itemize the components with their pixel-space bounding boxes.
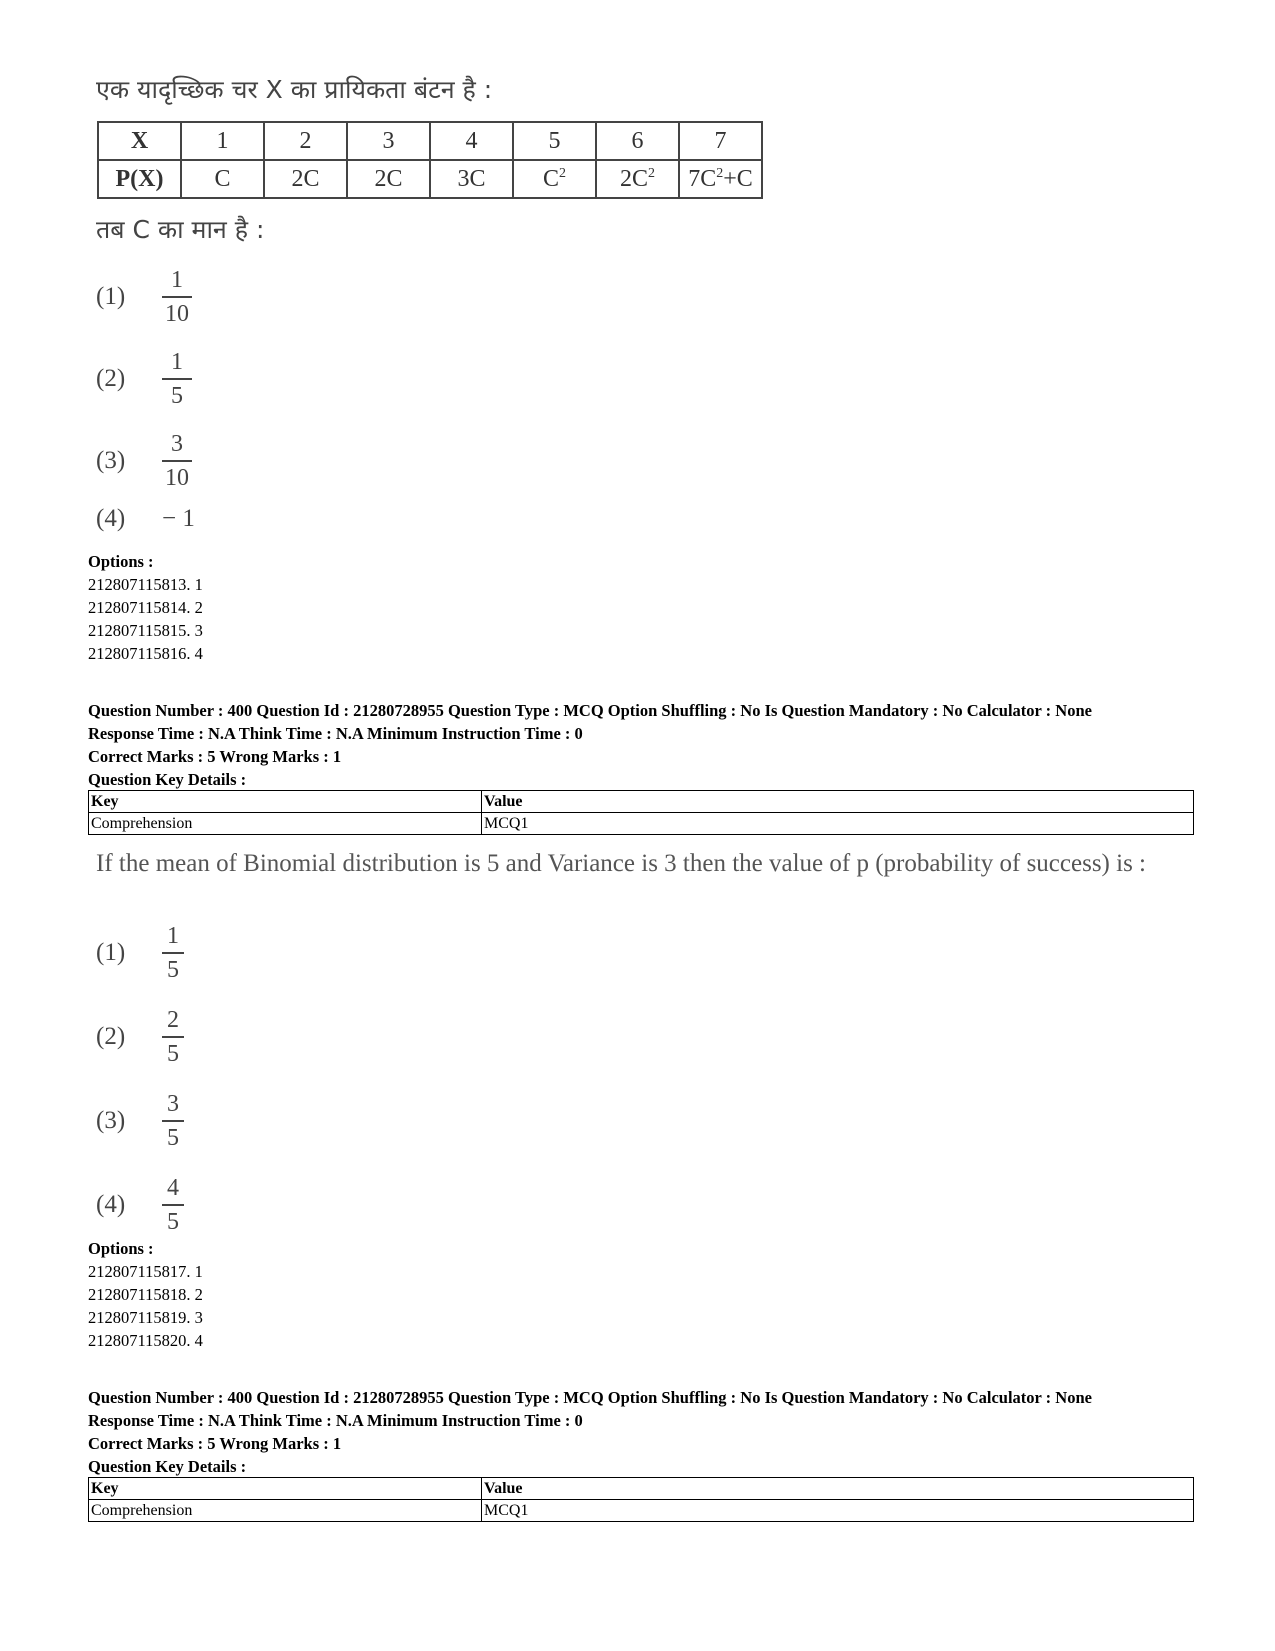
q2-choice xyxy=(96,1002,184,1072)
q2-question: If the mean of Binomial distribution is 5 and Variance is 3 then the value of p (probability of success) is : xyxy=(96,850,1146,877)
key-cell: Comprehension xyxy=(89,813,482,835)
marks-line: Correct Marks : 5 Wrong Marks : 1 xyxy=(88,1434,342,1453)
p-value-cell xyxy=(264,160,347,198)
meta-line-1: Question Number : 400 Question Id : 21280728955 Question Type : MCQ Option Shuffling : No Is Question Mandatory : No Calculator : None xyxy=(88,1388,1092,1407)
denominator: 5 xyxy=(167,1040,179,1067)
key-cell: Comprehension xyxy=(89,1500,482,1522)
fraction xyxy=(162,1007,184,1067)
question-meta-1 xyxy=(88,699,1228,791)
table-row-px xyxy=(98,160,762,198)
q2-choice xyxy=(96,918,184,988)
p-value-exponent: 2 xyxy=(648,165,655,181)
x-value-cell: 6 xyxy=(596,122,679,160)
choice-number: (4) xyxy=(96,1191,126,1218)
option-id: 212807115815. 3 xyxy=(88,621,203,640)
option-id: 212807115813. 1 xyxy=(88,575,203,594)
fraction-bar xyxy=(162,378,192,380)
x-value-cell: 1 xyxy=(181,122,264,160)
x-value-cell: 2 xyxy=(264,122,347,160)
options-title: Options : xyxy=(88,1239,154,1258)
denominator: 5 xyxy=(171,382,183,409)
fraction xyxy=(162,923,184,983)
numerator: 1 xyxy=(171,266,183,293)
fraction-bar xyxy=(162,1204,184,1206)
p-value-base: 3C xyxy=(457,165,486,192)
fraction-bar xyxy=(162,1036,184,1038)
fraction xyxy=(162,1091,184,1151)
numerator: 2 xyxy=(167,1006,179,1033)
denominator: 5 xyxy=(167,1124,179,1151)
denominator: 5 xyxy=(167,956,179,983)
value-cell: MCQ1 xyxy=(482,813,1194,835)
value-cell: MCQ1 xyxy=(482,1500,1194,1522)
p-value-base: C xyxy=(214,165,231,192)
q1-choice xyxy=(96,426,192,496)
key-header: Key xyxy=(89,1478,482,1500)
meta-line-2: Response Time : N.A Think Time : N.A Minimum Instruction Time : 0 xyxy=(88,724,583,743)
value-header: Value xyxy=(482,1478,1194,1500)
choice-number: (2) xyxy=(96,1023,126,1050)
p-value-exponent: 2 xyxy=(559,165,566,181)
fraction xyxy=(162,349,192,409)
denominator: 5 xyxy=(167,1208,179,1235)
key-details-table xyxy=(88,790,1194,835)
choice-number: (1) xyxy=(96,939,126,966)
numerator: 4 xyxy=(167,1174,179,1201)
table-row-x xyxy=(98,122,762,160)
x-value-cell: 5 xyxy=(513,122,596,160)
choice-number: (1) xyxy=(96,283,126,310)
fraction xyxy=(162,431,192,491)
numerator: 3 xyxy=(171,430,183,457)
p-value-cell xyxy=(347,160,430,198)
p-value-base: 2C xyxy=(374,165,403,192)
p-value-base: 7C xyxy=(688,165,717,192)
p-value-exponent: 2 xyxy=(716,165,724,181)
numerator: 3 xyxy=(167,1090,179,1117)
p-value-base: 2C xyxy=(619,165,648,192)
table-row xyxy=(89,813,1194,835)
marks-line: Correct Marks : 5 Wrong Marks : 1 xyxy=(88,747,342,766)
table-row xyxy=(89,1500,1194,1522)
meta-line-2: Response Time : N.A Think Time : N.A Minimum Instruction Time : 0 xyxy=(88,1411,583,1430)
value-header: Value xyxy=(482,791,1194,813)
option-id: 212807115816. 4 xyxy=(88,644,203,663)
p-value-cell xyxy=(430,160,513,198)
options-title: Options : xyxy=(88,552,154,571)
x-value-cell: 3 xyxy=(347,122,430,160)
q2-choice xyxy=(96,1170,184,1240)
key-details-title: Question Key Details : xyxy=(88,1457,247,1476)
denominator: 10 xyxy=(165,464,189,491)
q2-options-block xyxy=(88,1237,203,1352)
choice-number: (3) xyxy=(96,1107,126,1134)
q1-choice xyxy=(96,262,192,332)
meta-line-1: Question Number : 400 Question Id : 21280728955 Question Type : MCQ Option Shuffling : No Is Question Mandatory : No Calculator : None xyxy=(88,701,1092,720)
probability-distribution-table xyxy=(97,121,763,199)
key-details-title: Question Key Details : xyxy=(88,770,247,789)
table-row xyxy=(89,791,1194,813)
q2-choice xyxy=(96,1086,184,1156)
p-value-cell xyxy=(679,160,762,198)
choice-value: − 1 xyxy=(162,505,195,532)
x-value-cell: 4 xyxy=(430,122,513,160)
fraction-bar xyxy=(162,296,192,298)
p-value-base: 2C xyxy=(291,165,320,192)
denominator: 10 xyxy=(165,300,189,327)
fraction-bar xyxy=(162,460,192,462)
fraction xyxy=(162,1175,184,1235)
numerator: 1 xyxy=(167,922,179,949)
p-value-base: C xyxy=(542,165,559,192)
option-id: 212807115818. 2 xyxy=(88,1285,203,1304)
key-header: Key xyxy=(89,791,482,813)
p-value-cell xyxy=(513,160,596,198)
p-value-tail: +C xyxy=(723,165,753,192)
q1-choice xyxy=(96,344,192,414)
q1-prompt: एक यादृच्छिक चर X का प्रायिकता बंटन है : xyxy=(96,75,493,104)
fraction-bar xyxy=(162,952,184,954)
x-value-cell: 7 xyxy=(679,122,762,160)
option-id: 212807115820. 4 xyxy=(88,1331,203,1350)
question-meta-2 xyxy=(88,1386,1228,1478)
choice-number: (2) xyxy=(96,365,126,392)
p-value-cell xyxy=(596,160,679,198)
q1-question: तब C का मान है : xyxy=(96,215,265,244)
option-id: 212807115819. 3 xyxy=(88,1308,203,1327)
choice-number: (4) xyxy=(96,505,126,532)
option-id: 212807115814. 2 xyxy=(88,598,203,617)
q1-options-block xyxy=(88,550,203,665)
table-row xyxy=(89,1478,1194,1500)
key-details-table xyxy=(88,1477,1194,1522)
x-label-cell: X xyxy=(98,122,181,160)
p-value-cell xyxy=(181,160,264,198)
choice-number: (3) xyxy=(96,447,126,474)
fraction xyxy=(162,267,192,327)
p-label-cell: P(X) xyxy=(98,160,181,198)
option-id: 212807115817. 1 xyxy=(88,1262,203,1281)
fraction-bar xyxy=(162,1120,184,1122)
numerator: 1 xyxy=(171,348,183,375)
q1-choice xyxy=(96,497,195,541)
